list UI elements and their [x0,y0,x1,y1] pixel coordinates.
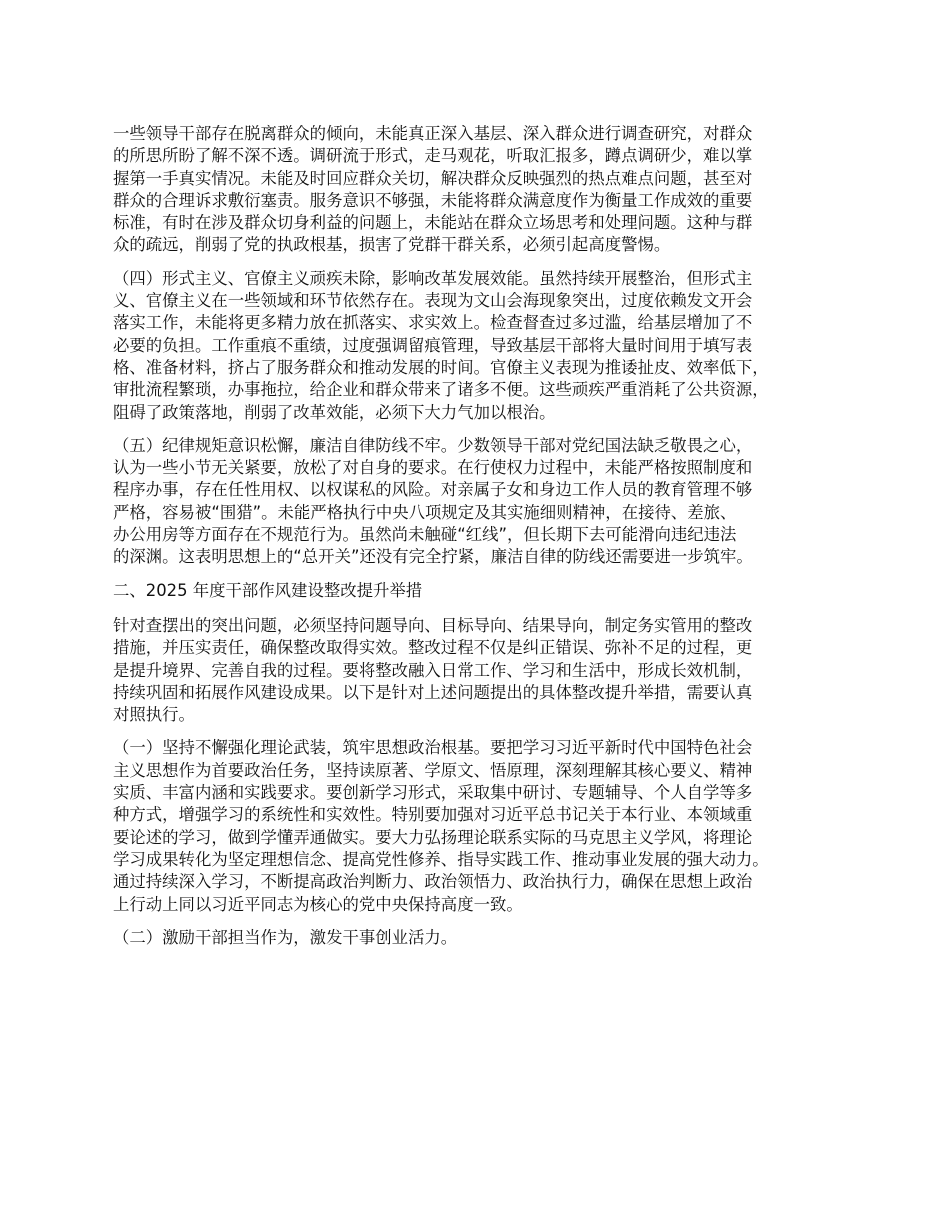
text-line: 标准，有时在涉及群众切身利益的问题上，未能站在群众立场思考和处理问题。这种与群 [113,213,753,233]
text-line: 的深渊。这表明思想上的“总开关”还没有完全拧紧，廉洁自律的防线还需要进一步筑牢。 [113,547,753,567]
text-line: （五）纪律规矩意识松懈，廉洁自律防线不牢。少数领导干部对党纪国法缺乏敬畏之心， [113,435,753,455]
text-line: 通过持续深入学习，不断提高政治判断力、政治领悟力、政治执行力，确保在思想上政治 [113,872,753,892]
text-line: 必要的负担。工作重痕不重绩，过度强调留痕管理，导致基层干部将大量时间用于填写表 [113,335,753,355]
text-line: 学习成果转化为坚定理想信念、提高党性修养、指导实践工作、推动事业发展的强大动力。 [113,849,769,869]
paragraph-rectification-intro [113,615,853,726]
text-line: 格、准备材料，挤占了服务群众和推动发展的时间。官僚主义表现为推诿扯皮、效率低下， [113,357,769,377]
paragraph-cadre-incentive [113,927,853,949]
text-line: 群众的合理诉求敷衍塞责。服务意识不够强，未能将群众满意度作为衡量工作成效的重要 [113,190,753,210]
text-line: 主义思想作为首要政治任务，坚持读原著、学原文、悟原理，深刻理解其核心要义、精神 [113,760,753,780]
text-line: 众的疏远，削弱了党的执政根基，损害了党群干群关系，必须引起高度警惕。 [113,235,671,255]
paragraph-mass-line-issue [113,123,853,257]
text-line: 的所思所盼了解不深不透。调研流于形式，走马观花，听取汇报多，蹲点调研少，难以掌 [113,146,753,166]
text-line: 义、官僚主义在一些领域和环节依然存在。表现为文山会海现象突出，过度依赖发文开会 [113,291,753,311]
text-line: 持续巩固和拓展作风建设成果。以下是针对上述问题提出的具体整改提升举措，需要认真 [113,682,753,702]
text-line: （一）坚持不懈强化理论武装，筑牢思想政治根基。要把学习习近平新时代中国特色社会 [113,738,753,758]
paragraph-formalism-issue [113,268,853,424]
text-line: 对照执行。 [113,705,195,725]
text-line: 认为一些小节无关紧要，放松了对自身的要求。在行使权力过程中，未能严格按照制度和 [113,458,753,478]
text-line: 一些领导干部存在脱离群众的倾向，未能真正深入基层、深入群众进行调查研究，对群众 [113,124,753,143]
document-body [113,123,853,960]
text-line: 阻碍了政策落地，削弱了改革效能，必须下大力气加以根治。 [113,402,556,422]
heading-text: 二、2025 年度干部作风建设整改提升举措 [113,580,423,600]
text-line: 是提升境界、完善自我的过程。要将整改融入日常工作、学习和生活中，形成长效机制， [113,660,753,680]
text-line: 审批流程繁琐，办事拖拉，给企业和群众带来了诸多不便。这些顽疾严重消耗了公共资源， [113,380,769,400]
text-line: 种方式，增强学习的系统性和实效性。特别要加强对习近平总书记关于本行业、本领域重 [113,805,753,825]
text-line: 要论述的学习，做到学懂弄通做实。要大力弘扬理论联系实际的马克思主义学风，将理论 [113,827,753,847]
text-line: 针对查摆出的突出问题，必须坚持问题导向、目标导向、结果导向，制定务实管用的整改 [113,615,753,635]
text-line: 握第一手真实情况。未能及时回应群众关切，解决群众反映强烈的热点难点问题，甚至对 [113,168,753,188]
text-line: （二）激励干部担当作为，激发干事创业活力。 [113,927,458,947]
text-line: 严格，容易被“围猎”。未能严格执行中央八项规定及其实施细则精神，在接待、差旅、 [113,502,737,522]
text-line: 上行动上同以习近平同志为核心的党中央保持高度一致。 [113,894,523,914]
text-line: （四）形式主义、官僚主义顽疾未除，影响改革发展效能。虽然持续开展整治，但形式主 [113,268,753,288]
text-line: 程序办事，存在任性用权、以权谋私的风险。对亲属子女和身边工作人员的教育管理不够 [113,480,753,500]
section-heading [113,580,853,602]
text-line: 办公用房等方面存在不规范行为。虽然尚未触碰“红线”，但长期下去可能滑向违纪违法 [113,525,737,545]
text-line: 落实工作，未能将更多精力放在抓落实、求实效上。检查督查过多过滥，给基层增加了不 [113,313,753,333]
text-line: 实质、丰富内涵和实践要求。要创新学习形式，采取集中研讨、专题辅导、个人自学等多 [113,783,753,803]
paragraph-theory-study [113,737,853,915]
paragraph-discipline-issue [113,435,853,569]
text-line: 措施，并压实责任，确保整改取得实效。整改过程不仅是纠正错误、弥补不足的过程，更 [113,638,753,658]
